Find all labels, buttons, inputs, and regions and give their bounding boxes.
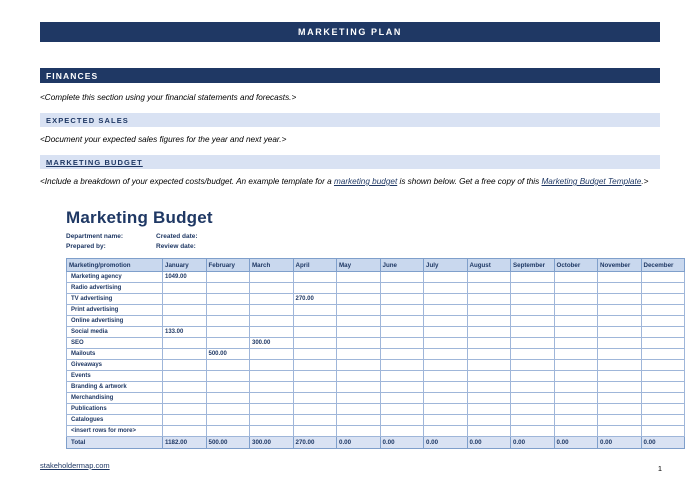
cell[interactable]: [163, 382, 207, 393]
meta-prepared-by: Prepared by:: [66, 243, 106, 251]
cell[interactable]: [641, 294, 685, 305]
cell[interactable]: [337, 338, 381, 349]
cell[interactable]: [206, 371, 250, 382]
cell[interactable]: 500.00: [206, 349, 250, 360]
col-june: June: [380, 259, 424, 272]
col-august: August: [467, 259, 511, 272]
cell[interactable]: [511, 338, 555, 349]
cell[interactable]: [337, 393, 381, 404]
cell[interactable]: [293, 316, 337, 327]
cell[interactable]: [554, 327, 598, 338]
total-cell: 500.00: [206, 437, 250, 449]
cell[interactable]: 1049.00: [163, 272, 207, 283]
cell[interactable]: [554, 283, 598, 294]
row-label: Online advertising: [67, 316, 163, 327]
cell[interactable]: [598, 360, 642, 371]
cell[interactable]: [467, 371, 511, 382]
cell[interactable]: [598, 349, 642, 360]
cell[interactable]: [250, 371, 294, 382]
cell[interactable]: [337, 272, 381, 283]
col-february: February: [206, 259, 250, 272]
cell[interactable]: [467, 327, 511, 338]
cell[interactable]: [424, 294, 468, 305]
marketing-budget-body: [40, 176, 664, 188]
cell[interactable]: [554, 360, 598, 371]
cell[interactable]: [598, 327, 642, 338]
total-cell: 1182.00: [163, 437, 207, 449]
cell[interactable]: 133.00: [163, 327, 207, 338]
cell[interactable]: [424, 382, 468, 393]
cell[interactable]: [206, 360, 250, 371]
cell[interactable]: [293, 349, 337, 360]
cell[interactable]: [467, 316, 511, 327]
cell[interactable]: [598, 316, 642, 327]
cell[interactable]: [511, 327, 555, 338]
cell[interactable]: [163, 305, 207, 316]
page-title: MARKETING PLAN: [298, 27, 402, 37]
total-cell: 300.00: [250, 437, 294, 449]
cell[interactable]: [467, 338, 511, 349]
cell[interactable]: [554, 349, 598, 360]
cell[interactable]: [554, 393, 598, 404]
expected-sales-body: <Document your expected sales figures for the year and next year.>: [40, 135, 287, 144]
cell[interactable]: [293, 305, 337, 316]
cell[interactable]: [206, 283, 250, 294]
cell[interactable]: [424, 393, 468, 404]
cell[interactable]: [641, 316, 685, 327]
cell[interactable]: [206, 426, 250, 437]
table-row: [67, 305, 685, 316]
cell[interactable]: [598, 283, 642, 294]
row-label: Social media: [67, 327, 163, 338]
cell[interactable]: 300.00: [250, 338, 294, 349]
cell[interactable]: [380, 338, 424, 349]
cell[interactable]: [467, 283, 511, 294]
section-header-marketing-budget: [40, 155, 660, 169]
cell[interactable]: [641, 415, 685, 426]
marketing-budget-body-suffix: .>: [641, 177, 649, 186]
cell[interactable]: [250, 404, 294, 415]
cell[interactable]: [641, 338, 685, 349]
cell[interactable]: [511, 393, 555, 404]
total-cell: 0.00: [424, 437, 468, 449]
table-row: [67, 382, 685, 393]
cell[interactable]: [641, 272, 685, 283]
cell[interactable]: [206, 404, 250, 415]
cell[interactable]: [424, 305, 468, 316]
budget-block: [66, 208, 674, 449]
cell[interactable]: [467, 404, 511, 415]
cell[interactable]: [206, 272, 250, 283]
cell[interactable]: [511, 382, 555, 393]
cell[interactable]: [380, 393, 424, 404]
cell[interactable]: [598, 415, 642, 426]
cell[interactable]: [250, 349, 294, 360]
table-row: [67, 371, 685, 382]
cell[interactable]: [424, 360, 468, 371]
cell[interactable]: [206, 294, 250, 305]
cell[interactable]: [293, 272, 337, 283]
cell[interactable]: [250, 294, 294, 305]
cell[interactable]: [380, 272, 424, 283]
cell[interactable]: [293, 404, 337, 415]
total-cell: 0.00: [467, 437, 511, 449]
section-header-finances: [40, 68, 660, 83]
cell[interactable]: [250, 415, 294, 426]
cell[interactable]: [598, 371, 642, 382]
cell[interactable]: [380, 327, 424, 338]
cell[interactable]: [511, 415, 555, 426]
cell[interactable]: [293, 415, 337, 426]
cell[interactable]: [293, 371, 337, 382]
cell[interactable]: [380, 294, 424, 305]
cell[interactable]: [380, 371, 424, 382]
cell[interactable]: [293, 338, 337, 349]
cell[interactable]: [163, 294, 207, 305]
cell[interactable]: [293, 426, 337, 437]
cell[interactable]: [293, 283, 337, 294]
cell[interactable]: [250, 316, 294, 327]
cell[interactable]: [467, 415, 511, 426]
row-label: Branding & artwork: [67, 382, 163, 393]
meta-created-date: Created date:: [156, 233, 198, 240]
cell[interactable]: [598, 382, 642, 393]
cell[interactable]: [424, 283, 468, 294]
cell[interactable]: [641, 349, 685, 360]
cell[interactable]: [337, 426, 381, 437]
cell[interactable]: [380, 360, 424, 371]
cell[interactable]: [163, 360, 207, 371]
cell[interactable]: [293, 360, 337, 371]
footer-site-link[interactable]: stakeholdermap.com: [40, 461, 110, 470]
table-row: [67, 349, 685, 360]
finances-body: <Complete this section using your financial statements and forecasts.>: [40, 93, 297, 102]
cell[interactable]: [554, 371, 598, 382]
cell[interactable]: [424, 404, 468, 415]
col-march: March: [250, 259, 294, 272]
cell[interactable]: [337, 294, 381, 305]
page-number: 1: [657, 464, 662, 473]
cell[interactable]: [206, 393, 250, 404]
row-label: Marketing agency: [67, 272, 163, 283]
budget-title: Marketing Budget: [66, 208, 213, 227]
table-row: [67, 338, 685, 349]
cell[interactable]: [511, 316, 555, 327]
cell[interactable]: [424, 349, 468, 360]
cell[interactable]: [598, 294, 642, 305]
cell[interactable]: [641, 283, 685, 294]
budget-table-head: [67, 259, 685, 272]
total-cell: 0.00: [641, 437, 685, 449]
cell[interactable]: [380, 426, 424, 437]
cell[interactable]: [380, 349, 424, 360]
cell[interactable]: [206, 338, 250, 349]
cell[interactable]: [554, 272, 598, 283]
budget-meta: [66, 232, 640, 252]
marketing-budget-body-prefix: <Include a breakdown of your expected costs/budget. An example template for a: [40, 177, 334, 186]
meta-review-date: Review date:: [156, 243, 196, 251]
row-label: Publications: [67, 404, 163, 415]
cell[interactable]: [206, 316, 250, 327]
cell[interactable]: [337, 404, 381, 415]
cell[interactable]: [337, 371, 381, 382]
row-label: Catalogues: [67, 415, 163, 426]
cell[interactable]: [380, 305, 424, 316]
cell[interactable]: [424, 426, 468, 437]
cell[interactable]: [641, 393, 685, 404]
cell[interactable]: [380, 404, 424, 415]
marketing-budget-template-link[interactable]: Marketing Budget Template: [541, 177, 642, 186]
table-row: [67, 272, 685, 283]
cell[interactable]: [467, 393, 511, 404]
cell[interactable]: [467, 360, 511, 371]
cell[interactable]: [554, 415, 598, 426]
cell[interactable]: [598, 272, 642, 283]
cell[interactable]: [424, 415, 468, 426]
cell[interactable]: [337, 415, 381, 426]
col-november: November: [598, 259, 642, 272]
cell[interactable]: [250, 272, 294, 283]
cell[interactable]: [250, 283, 294, 294]
cell[interactable]: [467, 305, 511, 316]
cell[interactable]: [163, 283, 207, 294]
total-cell: 270.00: [293, 437, 337, 449]
col-april: April: [293, 259, 337, 272]
row-label: Mailouts: [67, 349, 163, 360]
cell[interactable]: [511, 371, 555, 382]
cell[interactable]: [511, 305, 555, 316]
cell[interactable]: [554, 294, 598, 305]
cell[interactable]: [467, 272, 511, 283]
col-december: December: [641, 259, 685, 272]
cell[interactable]: [250, 393, 294, 404]
col-may: May: [337, 259, 381, 272]
expected-sales-heading: EXPECTED SALES: [46, 115, 129, 125]
cell[interactable]: [554, 426, 598, 437]
cell[interactable]: [598, 338, 642, 349]
meta-department-name: Department name:: [66, 233, 124, 240]
cell[interactable]: [598, 404, 642, 415]
table-row: [67, 316, 685, 327]
row-label: TV advertising: [67, 294, 163, 305]
cell[interactable]: [511, 349, 555, 360]
cell[interactable]: 270.00: [293, 294, 337, 305]
total-label: Total: [67, 437, 163, 449]
cell[interactable]: [206, 327, 250, 338]
cell[interactable]: [206, 382, 250, 393]
cell[interactable]: [467, 426, 511, 437]
marketing-budget-link[interactable]: marketing budget: [333, 177, 398, 186]
cell[interactable]: [293, 393, 337, 404]
cell[interactable]: [380, 316, 424, 327]
cell[interactable]: [380, 283, 424, 294]
row-label: <insert rows for more>: [67, 426, 163, 437]
col-october: October: [554, 259, 598, 272]
total-cell: 0.00: [598, 437, 642, 449]
cell[interactable]: [641, 382, 685, 393]
cell[interactable]: [598, 305, 642, 316]
cell[interactable]: [337, 305, 381, 316]
cell[interactable]: [163, 349, 207, 360]
table-row: [67, 415, 685, 426]
table-row: [67, 294, 685, 305]
cell[interactable]: [206, 415, 250, 426]
cell[interactable]: [250, 360, 294, 371]
cell[interactable]: [511, 404, 555, 415]
cell[interactable]: [511, 294, 555, 305]
table-row: [67, 404, 685, 415]
cell[interactable]: [467, 294, 511, 305]
cell[interactable]: [511, 426, 555, 437]
table-row: [67, 327, 685, 338]
cell[interactable]: [337, 382, 381, 393]
document-title-bar: [40, 22, 660, 42]
cell[interactable]: [337, 349, 381, 360]
cell[interactable]: [163, 316, 207, 327]
cell[interactable]: [554, 382, 598, 393]
cell[interactable]: [250, 327, 294, 338]
budget-table-body: [67, 272, 685, 437]
row-label: Merchandising: [67, 393, 163, 404]
row-label: Events: [67, 371, 163, 382]
cell[interactable]: [598, 393, 642, 404]
cell[interactable]: [163, 415, 207, 426]
col-january: January: [163, 259, 207, 272]
cell[interactable]: [424, 272, 468, 283]
total-row: [67, 437, 685, 449]
col-marketing-promotion: Marketing/promotion: [67, 259, 163, 272]
cell[interactable]: [554, 404, 598, 415]
cell[interactable]: [554, 316, 598, 327]
table-row: [67, 426, 685, 437]
cell[interactable]: [424, 338, 468, 349]
cell[interactable]: [337, 360, 381, 371]
marketing-budget-heading: MARKETING BUDGET: [46, 157, 143, 167]
cell[interactable]: [424, 316, 468, 327]
cell[interactable]: [337, 327, 381, 338]
cell[interactable]: [641, 371, 685, 382]
row-label: Print advertising: [67, 305, 163, 316]
cell[interactable]: [511, 283, 555, 294]
cell[interactable]: [424, 327, 468, 338]
table-header-row: [67, 259, 685, 272]
row-label: SEO: [67, 338, 163, 349]
budget-meta-labels-col: [66, 232, 156, 252]
table-row: [67, 283, 685, 294]
row-label: Radio advertising: [67, 283, 163, 294]
finances-heading: FINANCES: [46, 70, 99, 81]
section-header-expected-sales: [40, 113, 660, 127]
cell[interactable]: [163, 426, 207, 437]
cell[interactable]: [293, 382, 337, 393]
row-label: Giveaways: [67, 360, 163, 371]
cell[interactable]: [163, 404, 207, 415]
cell[interactable]: [641, 404, 685, 415]
table-row: [67, 360, 685, 371]
cell[interactable]: [337, 283, 381, 294]
cell[interactable]: [163, 338, 207, 349]
cell[interactable]: [293, 327, 337, 338]
total-cell: 0.00: [380, 437, 424, 449]
cell[interactable]: [641, 327, 685, 338]
cell[interactable]: [641, 305, 685, 316]
budget-table-foot: [67, 437, 685, 449]
cell[interactable]: [250, 382, 294, 393]
cell[interactable]: [380, 415, 424, 426]
col-september: September: [511, 259, 555, 272]
budget-meta-values-col: [156, 232, 306, 252]
cell[interactable]: [511, 360, 555, 371]
total-cell: 0.00: [337, 437, 381, 449]
cell[interactable]: [598, 426, 642, 437]
cell[interactable]: [163, 393, 207, 404]
cell[interactable]: [554, 305, 598, 316]
total-cell: 0.00: [511, 437, 555, 449]
col-july: July: [424, 259, 468, 272]
cell[interactable]: [641, 426, 685, 437]
table-row: [67, 393, 685, 404]
marketing-budget-body-mid: is shown below. Get a free copy of this: [397, 177, 542, 186]
cell[interactable]: [424, 371, 468, 382]
cell[interactable]: [250, 305, 294, 316]
cell[interactable]: [163, 371, 207, 382]
cell[interactable]: [511, 272, 555, 283]
cell[interactable]: [206, 305, 250, 316]
total-cell: 0.00: [554, 437, 598, 449]
cell[interactable]: [641, 360, 685, 371]
cell[interactable]: [467, 349, 511, 360]
cell[interactable]: [554, 338, 598, 349]
cell[interactable]: [380, 382, 424, 393]
cell[interactable]: [250, 426, 294, 437]
cell[interactable]: [467, 382, 511, 393]
cell[interactable]: [337, 316, 381, 327]
budget-table: [66, 258, 685, 449]
